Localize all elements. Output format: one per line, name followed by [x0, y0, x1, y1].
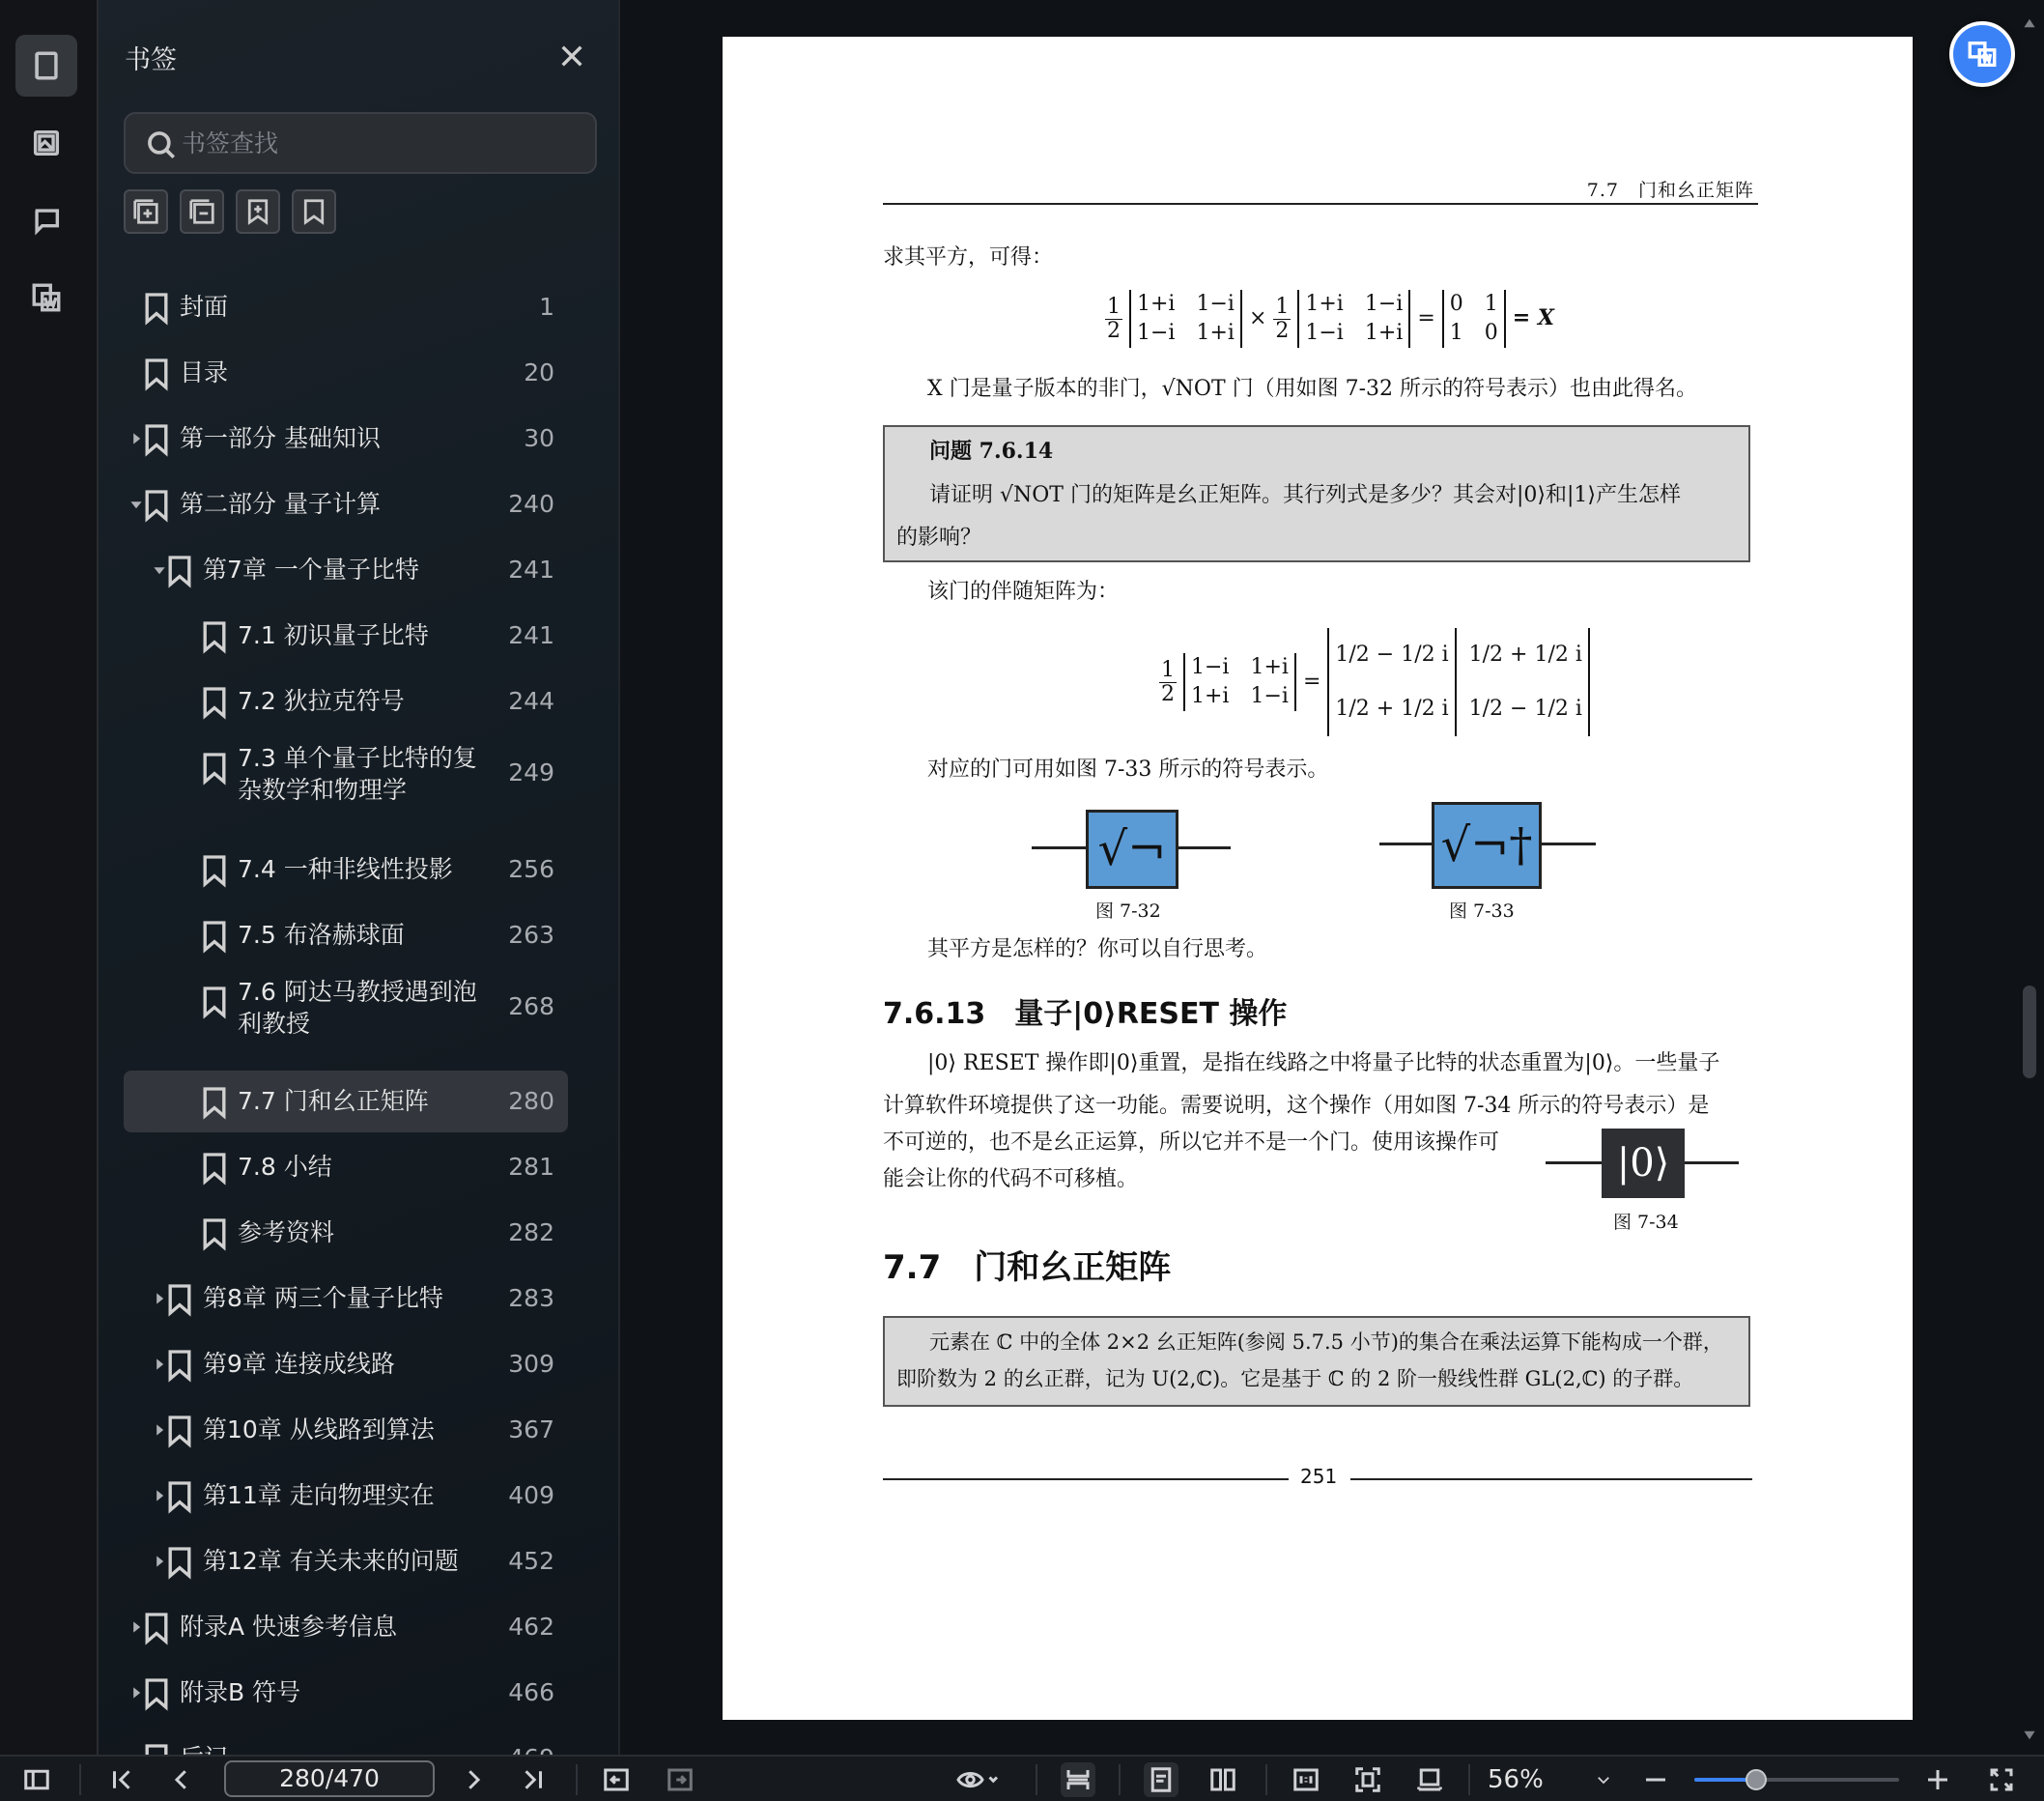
comment-tab-button[interactable]	[15, 189, 77, 251]
bookmark-page-number: 282	[508, 1218, 554, 1246]
bookmark-label: 第9章 连接成线路	[203, 1350, 395, 1378]
bookmark-search-input[interactable]	[182, 129, 595, 157]
back-button[interactable]	[599, 1762, 634, 1797]
bookmark-label: 第12章 有关未来的问题	[203, 1547, 459, 1575]
document-page	[723, 37, 1913, 1720]
collapse-all-icon	[187, 197, 216, 226]
figure-caption: 图 7-32	[1095, 900, 1161, 922]
bookmark-page-number: 367	[508, 1415, 554, 1444]
plus-icon	[1923, 1765, 1952, 1794]
bookmark-search	[124, 112, 597, 174]
zoom-slider[interactable]	[1694, 1778, 1899, 1782]
bookmark-label: 7.3 单个量子比特的复杂数学和物理学	[238, 744, 477, 804]
bookmark-icon	[166, 1349, 193, 1382]
bookmark-page-number: 20	[524, 358, 554, 386]
sqrt-not-gate: √¬	[1086, 810, 1178, 889]
bookmark-item[interactable]	[124, 1596, 568, 1658]
bookmark-item[interactable]	[124, 408, 568, 470]
floating-convert-button[interactable]	[1949, 21, 2015, 87]
comment-icon	[30, 204, 63, 237]
previous-page-button[interactable]	[164, 1762, 199, 1797]
word-convert-tab-button[interactable]	[15, 267, 77, 329]
fraction-denominator: 2	[1161, 681, 1175, 706]
fraction-numerator: 1	[1275, 294, 1290, 319]
paragraph: |0⟩ RESET 操作即|0⟩重置，是指在线路之中将量子比特的状态重置为|0⟩。一些量子	[927, 1051, 1720, 1075]
paragraph: 其平方是怎样的？你可以自行思考。	[927, 937, 1268, 961]
read-mode-dropdown[interactable]	[949, 1762, 1007, 1797]
chevron-right-icon	[459, 1765, 488, 1794]
matrix-row: 1−i 1+i	[1137, 321, 1235, 345]
bookmark-page-number: 241	[508, 556, 554, 584]
reset-gate: |0⟩	[1602, 1129, 1685, 1198]
bookmark-page-number: 283	[508, 1284, 554, 1312]
bookmark-label: 7.5 布洛赫球面	[238, 921, 405, 949]
zoom-slider-knob[interactable]	[1746, 1769, 1767, 1790]
page-number-input[interactable]: 280/470	[224, 1760, 435, 1797]
image-icon	[30, 127, 63, 159]
bookmark-page-number: 268	[508, 992, 554, 1020]
fit-page-icon	[1353, 1765, 1382, 1794]
triangle-up-icon	[2023, 16, 2036, 30]
bookmark-label: 封面	[180, 293, 229, 321]
zoom-level[interactable]: 56%	[1488, 1765, 1544, 1794]
add-bookmark-button[interactable]	[236, 189, 280, 234]
bookmark-page-number: 280	[508, 1087, 554, 1115]
figure-caption: 图 7-33	[1449, 900, 1515, 922]
panel-title: 书签	[125, 45, 177, 75]
definition-text: 元素在 ℂ 中的全体 2×2 幺正矩阵(参阅 5.7.5 小节)的集合在乘法运算下能构成一个群，	[929, 1330, 1723, 1354]
fraction-numerator: 1	[1161, 657, 1175, 682]
bookmark-icon	[166, 1480, 193, 1513]
image-tab-button[interactable]	[15, 112, 77, 174]
bookmark-label: 目录	[180, 358, 229, 386]
bookmark-icon	[166, 555, 193, 587]
matrix-row: 0 1	[1449, 292, 1498, 316]
two-page-button[interactable]	[1206, 1762, 1240, 1797]
matrix-row: 1+i 1−i	[1137, 292, 1235, 316]
bookmark-icon	[143, 1612, 170, 1644]
problem-title: 问题 7.6.14	[929, 439, 1054, 464]
close-icon	[556, 41, 587, 71]
bookmark-item[interactable]	[124, 539, 568, 601]
running-header	[883, 176, 1758, 205]
last-page-icon	[519, 1765, 548, 1794]
bookmark-icon	[201, 1217, 228, 1250]
bookmark-label: 第一部分 基础知识	[180, 424, 381, 452]
bookmark-label: 7.6 阿达马教授遇到泡利教授	[238, 978, 477, 1038]
bookmark-icon	[143, 1677, 170, 1710]
divider	[1468, 1764, 1470, 1795]
paragraph: 不可逆的，也不是幺正运算，所以它并不是一个门。使用该操作可	[883, 1130, 1500, 1155]
bookmark-toolbar	[124, 189, 336, 234]
bookmark-item[interactable]	[124, 839, 568, 900]
bookmark-label: 第10章 从线路到算法	[203, 1415, 435, 1444]
word-convert-icon	[30, 281, 63, 314]
matrix-row: 1/2 + 1/2 i	[1335, 697, 1449, 721]
caret-right-icon[interactable]	[129, 431, 143, 444]
footer-rule	[1350, 1478, 1752, 1480]
document-viewer	[620, 0, 2044, 1755]
bookmark-icon	[143, 357, 170, 390]
zoom-out-button[interactable]	[1638, 1762, 1673, 1797]
chevron-down-icon	[1595, 1765, 1612, 1794]
bookmark-icon	[201, 920, 228, 953]
matrix-row: 1 0	[1449, 321, 1498, 345]
bookmark-item[interactable]	[124, 473, 568, 535]
bookmark-icon	[201, 854, 228, 887]
caret-right-icon[interactable]	[153, 1357, 166, 1370]
operator: =	[1417, 306, 1435, 330]
zoom-in-button[interactable]	[1920, 1762, 1955, 1797]
scroll-down-button[interactable]	[2023, 1728, 2036, 1741]
bookmark-page-number: 30	[524, 424, 554, 452]
paragraph: 对应的门可用如图 7-33 所示的符号表示。	[927, 758, 1329, 782]
fit-width-icon	[1415, 1765, 1444, 1794]
bookmark-label: 7.1 初识量子比特	[238, 621, 429, 649]
document-scrollbar[interactable]	[2023, 986, 2036, 1078]
bookmark-item[interactable]	[124, 1333, 568, 1395]
matrix-row: 1−i 1+i	[1191, 655, 1289, 679]
caret-right-icon[interactable]	[153, 1291, 166, 1304]
bookmark-button[interactable]	[292, 189, 336, 234]
bookmark-item[interactable]	[124, 1268, 568, 1329]
bookmark-label: 第8章 两三个量子比特	[203, 1284, 443, 1312]
divider	[1265, 1764, 1267, 1795]
matrix-row: 1/2 − 1/2 i	[1468, 697, 1582, 721]
bookmark-icon	[166, 1283, 193, 1316]
bookmark-icon	[143, 292, 170, 325]
forward-button[interactable]	[663, 1762, 697, 1797]
bookmark-label: 附录B 符号	[180, 1678, 301, 1706]
convert-icon	[1966, 38, 1999, 71]
bookmark-item[interactable]	[124, 1399, 568, 1461]
minus-icon	[1641, 1765, 1670, 1794]
bookmark-icon	[143, 423, 170, 456]
bookmark-page-number: 1	[539, 293, 554, 321]
sidebar-icon	[22, 1765, 51, 1794]
chevron-left-icon	[167, 1765, 196, 1794]
continuous-scroll-button[interactable]	[1061, 1762, 1095, 1797]
bookmark-label: 第7章 一个量子比特	[203, 556, 419, 584]
bookmark-icon	[143, 489, 170, 522]
running-header-text: 7.7 门和幺正矩阵	[1586, 180, 1754, 201]
divider	[79, 1764, 81, 1795]
bookmark-item[interactable]	[124, 970, 568, 1043]
eye-icon	[954, 1765, 1001, 1794]
fraction-denominator: 2	[1107, 318, 1121, 343]
first-page-icon	[107, 1765, 136, 1794]
matrix-row: 1−i 1+i	[1305, 321, 1404, 345]
page-footer	[883, 1465, 1752, 1494]
fullscreen-button[interactable]	[1984, 1762, 2019, 1797]
bookmark-item[interactable]	[124, 1530, 568, 1592]
caret-down-icon[interactable]	[129, 497, 143, 510]
bookmark-item[interactable]	[124, 736, 568, 810]
continuous-scroll-icon	[1064, 1765, 1093, 1794]
single-page-icon	[1147, 1765, 1176, 1794]
bookmark-page-number: 240	[508, 490, 554, 518]
actual-size-button[interactable]	[1289, 1762, 1323, 1797]
fit-width-button[interactable]	[1412, 1762, 1447, 1797]
bookmark-page-number: 281	[508, 1153, 554, 1181]
bookmark-label: 7.8 小结	[238, 1153, 332, 1181]
paragraph: 能会让你的代码不可移植。	[883, 1167, 1139, 1191]
bookmark-page-number: 452	[508, 1547, 554, 1575]
bookmark-item[interactable]	[124, 605, 568, 667]
problem-text: 请证明 √NOT 门的矩阵是幺正矩阵。其行列式是多少？其会对|0⟩和|1⟩产生怎样	[929, 483, 1681, 507]
bookmark-icon	[166, 1415, 193, 1447]
bookmark-page-number: 309	[508, 1350, 554, 1378]
sidebar-rail	[0, 0, 99, 1755]
bookmark-label: 第11章 走向物理实在	[203, 1481, 435, 1509]
add-bookmark-icon	[243, 197, 272, 226]
bookmark-icon	[201, 1152, 228, 1185]
caret-right-icon[interactable]	[129, 1685, 143, 1699]
problem-text: 的影响？	[896, 526, 982, 550]
paragraph: 求其平方，可得：	[883, 245, 1054, 270]
triangle-down-icon	[2023, 1729, 2036, 1742]
paragraph: 计算软件环境提供了这一功能。需要说明，这个操作（用如图 7-34 所示的符号表示）是	[883, 1094, 1710, 1118]
caret-down-icon[interactable]	[153, 562, 166, 576]
bookmark-icon	[166, 1546, 193, 1579]
bookmark-item[interactable]	[124, 671, 568, 732]
footer-rule	[883, 1478, 1289, 1480]
sqrt-not-dagger-gate: √¬†	[1432, 802, 1542, 889]
divider	[576, 1764, 578, 1795]
bookmark-icon	[30, 49, 63, 82]
fullscreen-icon	[1987, 1765, 2016, 1794]
problem-box	[883, 425, 1750, 562]
equation-square	[1105, 290, 1554, 348]
bookmark-page-number: 466	[508, 1678, 554, 1706]
last-page-button[interactable]	[516, 1762, 551, 1797]
divider	[1119, 1764, 1121, 1795]
expand-all-icon	[131, 197, 160, 226]
bookmark-label: 7.4 一种非线性投影	[238, 855, 453, 883]
bookmark-item[interactable]	[124, 1136, 568, 1198]
actual-size-icon	[1292, 1765, 1320, 1794]
bookmark-label: 第二部分 量子计算	[180, 490, 381, 518]
next-page-button[interactable]	[456, 1762, 491, 1797]
bookmark-tab-button[interactable]	[15, 35, 77, 97]
bookmark-item[interactable]	[124, 904, 568, 966]
matrix-row: 1+i 1−i	[1305, 292, 1404, 316]
figure-caption: 图 7-34	[1613, 1212, 1679, 1233]
toggle-sidebar-button[interactable]	[19, 1762, 54, 1797]
fit-page-button[interactable]	[1350, 1762, 1385, 1797]
paragraph: X 门是量子版本的非门，√NOT 门（用如图 7-32 所示的符号表示）也由此得名。	[927, 377, 1698, 401]
fraction-denominator: 2	[1275, 318, 1290, 343]
bottom-toolbar	[0, 1755, 2044, 1801]
matrix-row: 1/2 + 1/2 i	[1468, 643, 1582, 667]
definition-box	[883, 1316, 1750, 1407]
bookmark-page-number: 241	[508, 621, 554, 649]
bookmark-page-number: 256	[508, 855, 554, 883]
caret-right-icon[interactable]	[153, 1554, 166, 1567]
caret-right-icon[interactable]	[129, 1619, 143, 1633]
zoom-dropdown-button[interactable]	[1592, 1762, 1615, 1797]
bookmark-item[interactable]	[124, 1465, 568, 1527]
definition-text: 即阶数为 2 的幺正群，记为 U(2,ℂ)。它是基于 ℂ 的 2 阶一般线性群 GL(2,ℂ) 的子群。	[896, 1367, 1694, 1390]
bookmark-label: 7.2 狄拉克符号	[238, 687, 405, 715]
bookmark-page-number: 462	[508, 1613, 554, 1641]
bookmark-icon	[201, 752, 228, 785]
scroll-up-button[interactable]	[2023, 15, 2036, 29]
paragraph: 该门的伴随矩阵为：	[927, 580, 1120, 604]
bookmark-label: 7.7 门和幺正矩阵	[238, 1087, 429, 1115]
matrix-row: 1+i 1−i	[1191, 684, 1289, 708]
bookmark-page-number: 409	[508, 1481, 554, 1509]
bookmark-icon	[201, 620, 228, 653]
section-heading: 7.6.13 量子|0⟩RESET 操作	[883, 997, 1288, 1031]
expand-all-button[interactable]	[124, 189, 168, 234]
equation-adjoint	[1159, 628, 1590, 736]
search-icon	[145, 129, 178, 161]
two-page-icon	[1208, 1765, 1237, 1794]
operator: ×	[1248, 306, 1267, 330]
bookmark-panel	[99, 0, 620, 1755]
first-page-button[interactable]	[104, 1762, 139, 1797]
bookmark-page-number: 244	[508, 687, 554, 715]
section-heading: 7.7 门和幺正矩阵	[883, 1248, 1172, 1287]
result: = X	[1512, 305, 1554, 330]
bookmark-item[interactable]	[124, 1662, 568, 1724]
fraction-numerator: 1	[1107, 294, 1121, 319]
single-page-button[interactable]	[1144, 1762, 1178, 1797]
bookmark-item[interactable]	[124, 1202, 568, 1264]
bookmark-label: 参考资料	[238, 1218, 335, 1246]
operator: =	[1302, 670, 1321, 694]
page-number: 251	[1300, 1465, 1338, 1488]
caret-right-icon[interactable]	[153, 1422, 166, 1436]
bookmark-item[interactable]	[124, 342, 568, 404]
bookmark-icon	[201, 1086, 228, 1119]
bookmark-page-number: 249	[508, 758, 554, 786]
divider	[1036, 1764, 1037, 1795]
bookmark-item[interactable]	[124, 276, 568, 338]
close-panel-button[interactable]	[556, 41, 587, 71]
bookmark-item[interactable]	[124, 1071, 568, 1132]
bookmark-label: 附录A 快速参考信息	[180, 1613, 398, 1641]
collapse-all-button[interactable]	[180, 189, 224, 234]
bookmark-icon	[201, 686, 228, 719]
bookmark-icon	[201, 986, 228, 1018]
bookmark-tree	[124, 263, 570, 1751]
bookmark-icon	[299, 197, 328, 226]
back-icon	[602, 1765, 631, 1794]
bookmark-page-number: 263	[508, 921, 554, 949]
caret-right-icon[interactable]	[153, 1488, 166, 1501]
forward-icon	[666, 1765, 695, 1794]
matrix-row: 1/2 − 1/2 i	[1335, 643, 1449, 667]
